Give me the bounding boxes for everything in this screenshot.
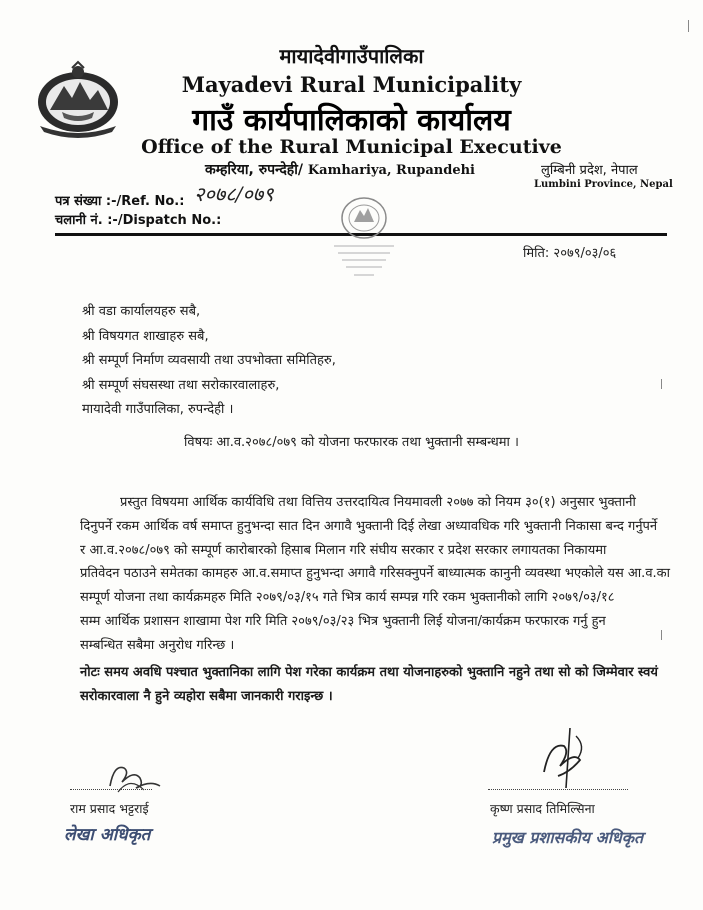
addressee-line: श्री विषयगत शाखाहरु सबै, xyxy=(82,328,209,344)
scan-mark xyxy=(661,379,662,389)
addressee-line: श्री सम्पूर्ण निर्माण व्यवसायी तथा उपभोक्ता समितिहरु, xyxy=(82,353,336,368)
municipality-name-english: Mayadevi Rural Municipality xyxy=(181,72,522,97)
letter-subject: विषयः आ.व.२०७८/०७९ को योजना फरफारक तथा भुक्तानी सम्बन्धमा । xyxy=(184,435,519,450)
body-line: दिनुपर्ने रकम आर्थिक वर्ष समाप्त हुनुभन्दा सात दिन अगावै भुक्तानी दिई लेखा अध्यावधिक गरि भुक्तानी निकासा बन्द गर्नुपर्ने xyxy=(80,518,658,534)
addressee-line: श्री सम्पूर्ण संघसस्था तथा सरोकारवालाहरु, xyxy=(82,377,280,393)
scan-mark xyxy=(688,20,689,32)
office-name-english: Office of the Rural Municipal Executive xyxy=(141,136,562,158)
addressee-line: मायादेवी गाउँपालिका, रुपन्देही । xyxy=(82,402,234,417)
scan-mark xyxy=(661,630,662,640)
addressee-list xyxy=(82,300,336,423)
body-line: सम्बन्धित सबैमा अनुरोध गरिन्छ । xyxy=(80,637,235,653)
body-line: प्रतिवेदन पठाउने समेतका कामहरु आ.व.समाप्त हुनुभन्दा अगावै गरिसक्नुपर्ने बाध्यात्मक कानुनी व्यवस्था भएकोले यस आ.व.का xyxy=(80,566,671,582)
dispatch-number-label: चलानी नं. :-/Dispatch No.: xyxy=(55,213,222,228)
address-nepali: कम्हरिया, रुपन्देही/ xyxy=(205,162,303,178)
left-signature-line xyxy=(70,789,152,790)
right-signatory-title-stamp: प्रमुख प्रशासकीय अधिकृत xyxy=(492,828,644,847)
right-signatory-name: कृष्ण प्रसाद तिमिल्सिना xyxy=(490,801,595,816)
ref-number-label: पत्र संख्या :-/Ref. No.: xyxy=(55,194,185,209)
letter-body xyxy=(80,491,670,658)
municipality-name-nepali: मायादेवीगाउँपालिका xyxy=(279,44,424,68)
province-nepali: लुम्बिनी प्रदेश, नेपाल xyxy=(541,163,638,178)
address-english: Kamhariya, Rupandehi xyxy=(307,163,475,178)
right-signature-line xyxy=(488,789,628,790)
letter-date: मिति: २०७९/०३/०६ xyxy=(523,246,617,261)
left-signature-icon xyxy=(100,756,170,802)
body-line: सम्पूर्ण योजना तथा कार्यक्रमहरु मिति २०७९/०३/१५ गते भित्र कार्य सम्पन्न गरि रकम भुक्तानीको लागि २०७९/०३/१८ xyxy=(80,590,615,606)
right-signature-icon xyxy=(530,722,600,792)
office-seal-stamp xyxy=(322,190,406,290)
ref-number-value: २०७८/०७९ xyxy=(194,182,274,206)
addressee-line: श्री वडा कार्यालयहरु सबै, xyxy=(82,304,201,319)
note-line: नोटः समय अवधि पश्चात भुक्तानिका लागि पेश गरेका कार्यक्रम तथा योजनाहरुको भुक्तानि नहुने तथा सो को जिम्मेवार स्वयं xyxy=(80,665,658,680)
left-signatory-title-stamp: लेखा अधिकृत xyxy=(64,825,151,845)
body-line: र आ.व.२०७८/०७९ को सम्पूर्ण कारोबारको हिसाब मिलान गरि संघीय सरकार र प्रदेश सरकार लगायतका निकायमा xyxy=(80,542,607,558)
letter-note xyxy=(80,661,658,709)
office-name-nepali: गाउँ कार्यपालिकाको कार्यालय xyxy=(192,103,511,138)
left-signatory-name: राम प्रसाद भट्टराई xyxy=(70,801,149,816)
body-line: प्रस्तुत विषयमा आर्थिक कार्यविधि तथा वित्तिय उत्तरदायित्व नियमावली २०७७ को नियम ३०(१) अनुसार भुक्तानी xyxy=(120,495,636,510)
note-line: सरोकारवाला नै हुने व्यहोरा सबैमा जानकारी गराइन्छ । xyxy=(80,688,333,704)
body-line: सम्म आर्थिक प्रशासन शाखामा पेश गरि मिति २०७९/०३/२३ भित्र भुक्तानी लिई योजना/कार्यक्रम फरफारक गर्नु हुन xyxy=(80,613,606,629)
province-english: Lumbini Province, Nepal xyxy=(534,179,673,190)
office-address xyxy=(205,160,475,179)
